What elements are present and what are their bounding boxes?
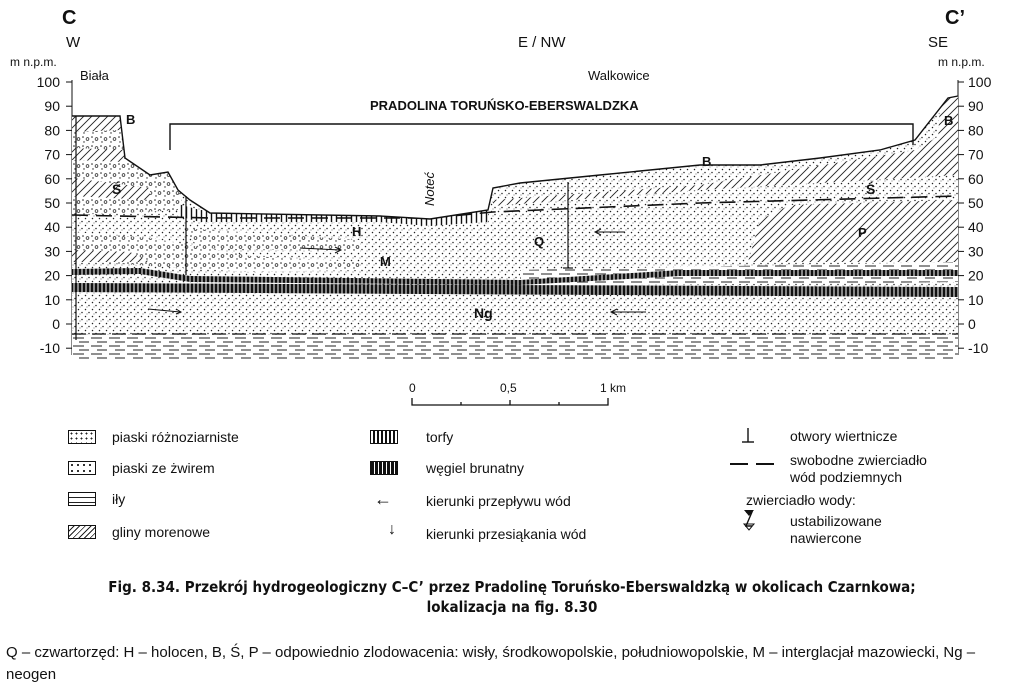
axis-tick-label: -10 bbox=[968, 340, 989, 357]
axis-tick-label: 30 bbox=[44, 243, 60, 260]
valley-bracket bbox=[170, 124, 913, 150]
legend-gw-line1: swobodne zwierciadło bbox=[790, 452, 927, 468]
label-p: P bbox=[858, 225, 867, 240]
label-q: Q bbox=[534, 234, 545, 249]
axis-tick-label: 10 bbox=[44, 291, 60, 308]
axis-tick-label: 20 bbox=[44, 267, 60, 284]
axis-tick-label: 50 bbox=[44, 195, 60, 211]
axis-tick-label: 40 bbox=[968, 219, 984, 236]
axis-tick-label: 90 bbox=[968, 98, 984, 115]
direction-center: E / NW bbox=[518, 34, 566, 51]
swatch-clay bbox=[68, 492, 96, 506]
legend-sand: piaski różnoziarniste bbox=[112, 429, 239, 445]
axis-tick-label: 0 bbox=[968, 316, 976, 332]
axis-tick-label: 70 bbox=[44, 146, 60, 163]
legend-flow: kierunki przepływu wód bbox=[426, 493, 571, 509]
seepage-arrow-icon: ↓ bbox=[388, 521, 396, 538]
elevation-axis-right bbox=[958, 74, 992, 356]
legend-gw-line2: wód podziemnych bbox=[790, 469, 903, 485]
axis-tick-label: 10 bbox=[968, 291, 984, 308]
place-walkowice: Walkowice bbox=[588, 68, 650, 83]
figure-caption-line2: lokalizacja na fig. 8.30 bbox=[426, 598, 598, 616]
label-m: M bbox=[380, 254, 391, 269]
label-s-left: Ś bbox=[112, 181, 122, 197]
legend-till: gliny morenowe bbox=[112, 524, 211, 540]
axis-tick-label: 60 bbox=[968, 170, 984, 187]
axis-tick-label: 90 bbox=[44, 98, 60, 115]
legend-boreholes: otwory wiertnicze bbox=[790, 428, 898, 444]
label-b-left: B bbox=[126, 112, 136, 127]
axis-tick-label: 80 bbox=[44, 122, 60, 139]
axis-tick-label: 80 bbox=[968, 122, 984, 139]
geology-body bbox=[72, 80, 958, 365]
elevation-axis-left bbox=[37, 74, 72, 356]
legend-seepage: kierunki przesiąkania wód bbox=[426, 526, 587, 542]
legend-stabilized: ustabilizowane bbox=[790, 513, 882, 529]
axis-tick-label: 70 bbox=[968, 146, 984, 163]
label-b-mid: B bbox=[702, 154, 712, 169]
axis-tick-label: 0 bbox=[52, 316, 60, 332]
legend-water-table: zwierciadło wody: bbox=[746, 492, 856, 508]
axis-tick-label: 100 bbox=[36, 74, 60, 90]
place-biala: Biała bbox=[80, 68, 109, 83]
valley-title: PRADOLINA TORUŃSKO-EBERSWALDZKA bbox=[370, 98, 639, 113]
abbreviation-note: Q – czwartorzęd: H – holocen, B, Ś, P – odpowiednio zlodowacenia: wisły, środkowopolskie, południowopolskie, M – interglacjał mazowiecki, Ng – neogen bbox=[6, 644, 976, 683]
section-start-letter: C bbox=[62, 7, 77, 29]
label-ng: Ng bbox=[474, 305, 493, 321]
axis-tick-label: -10 bbox=[39, 340, 60, 357]
axis-tick-label: 30 bbox=[968, 243, 984, 260]
river-label: Noteć bbox=[422, 172, 437, 206]
section-end-letter: C’ bbox=[945, 7, 965, 29]
axis-tick-label: 50 bbox=[968, 195, 984, 211]
axis-tick-label: 100 bbox=[968, 74, 992, 90]
legend-clay: iły bbox=[112, 491, 126, 507]
swatch-lignite bbox=[370, 461, 398, 475]
figure-caption-line1: Fig. 8.34. Przekrój hydrogeologiczny C–C’ przez Pradolinę Toruńsko-Eberswaldzką w okolicach Czarnkowa; bbox=[108, 578, 916, 596]
label-b-right: B bbox=[944, 113, 954, 128]
label-s-right: Ś bbox=[866, 181, 876, 197]
legend-lignite: węgiel brunatny bbox=[426, 460, 525, 476]
swatch-peat bbox=[370, 430, 398, 444]
axis-unit-left: m n.p.m. bbox=[10, 55, 57, 69]
label-h: H bbox=[352, 224, 362, 239]
swatch-gravel bbox=[68, 461, 96, 475]
legend-gravel: piaski ze żwirem bbox=[112, 460, 215, 476]
direction-southeast: SE bbox=[928, 34, 949, 51]
scale-bar bbox=[409, 381, 626, 405]
swatch-sand bbox=[68, 430, 96, 444]
axis-tick-label: 20 bbox=[968, 267, 984, 284]
scale-label-0: 0 bbox=[409, 381, 416, 395]
axis-tick-label: 60 bbox=[44, 170, 60, 187]
swatch-till bbox=[68, 525, 96, 539]
scale-label-1km: 1 km bbox=[600, 381, 627, 395]
direction-west: W bbox=[66, 34, 81, 51]
legend-drilled: nawiercone bbox=[790, 530, 862, 546]
scale-label-half: 0,5 bbox=[500, 381, 517, 395]
flow-arrow-icon: ← bbox=[374, 489, 392, 509]
legend-peat: torfy bbox=[426, 429, 454, 445]
axis-tick-label: 40 bbox=[44, 219, 60, 236]
axis-unit-right: m n.p.m. bbox=[938, 55, 985, 69]
